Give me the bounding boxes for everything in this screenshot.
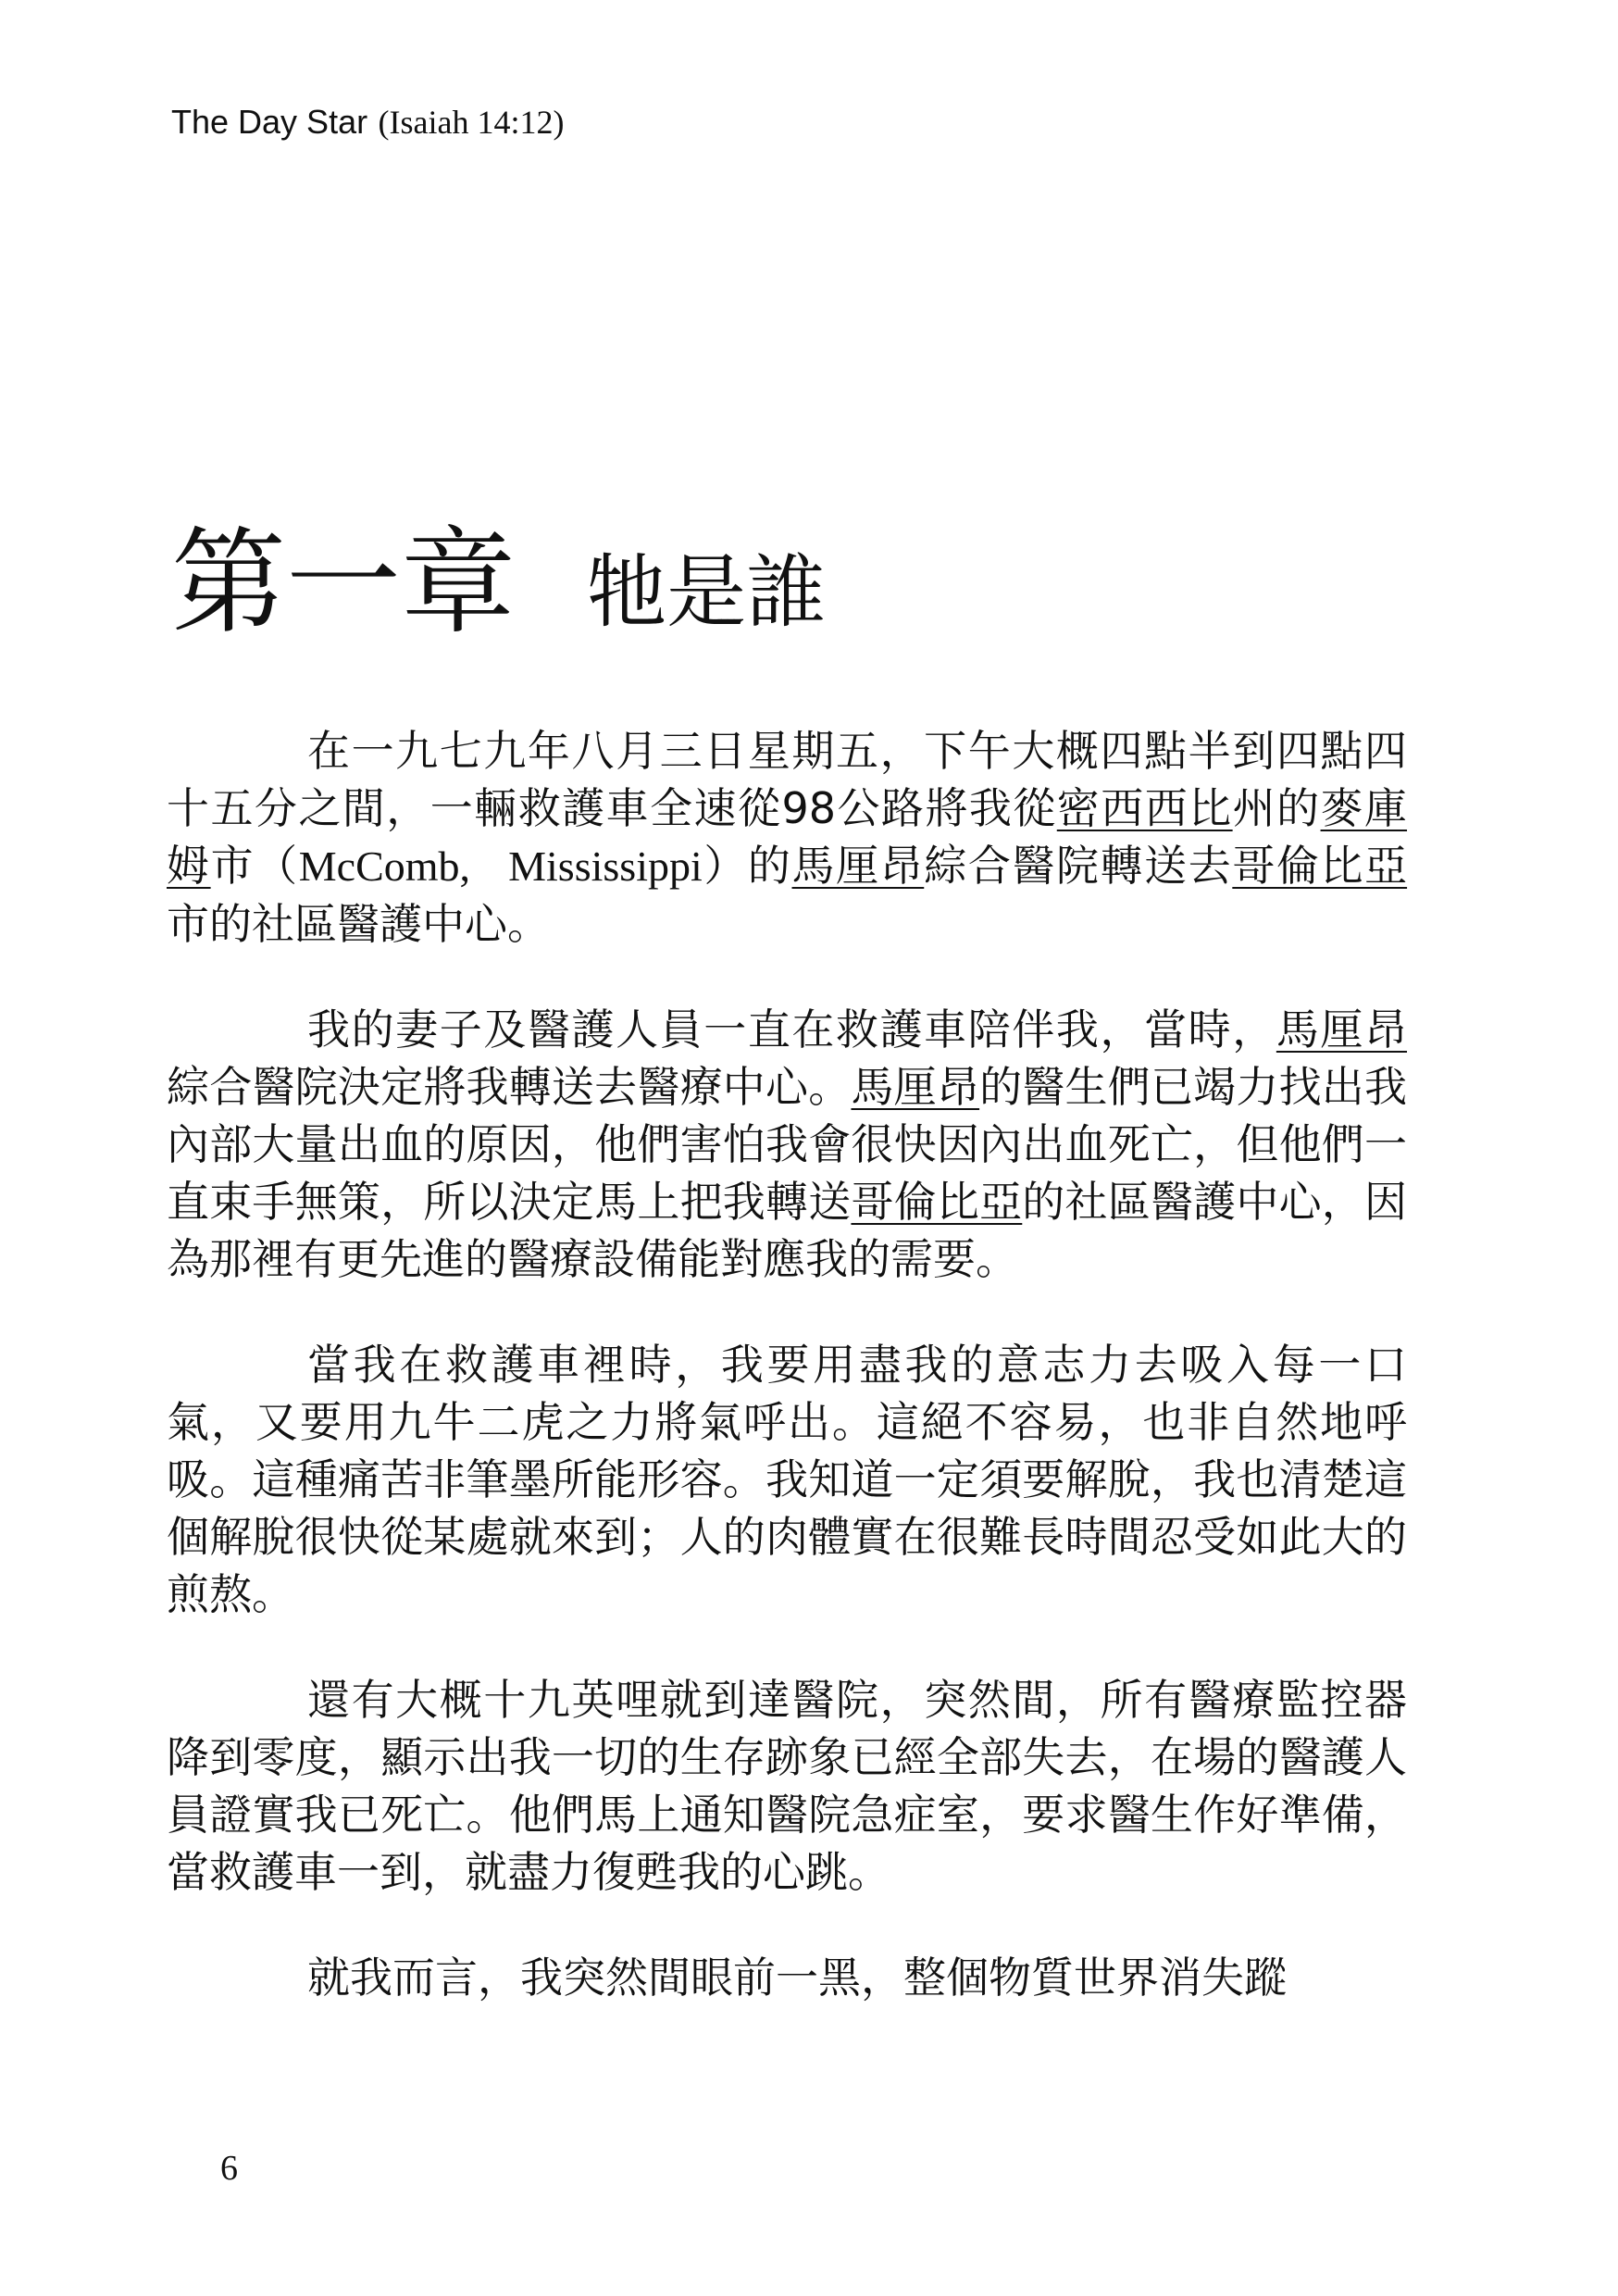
text-run: 綜合醫院決定將我轉送去醫療中心。 bbox=[167, 1062, 852, 1112]
body-text bbox=[167, 722, 1407, 2054]
text-run: ）的 bbox=[702, 841, 792, 891]
text-run: 在一九七九年八月三日星期五，下午大概四點半到四點四十五分之間，一輛救護車全速從98公路將我從 bbox=[167, 726, 1407, 833]
latin-place-name: McComb, Mississippi bbox=[298, 842, 703, 890]
chapter-heading bbox=[171, 518, 826, 648]
paragraph bbox=[167, 1949, 1407, 2006]
text-run: 就我而言，我突然間眼前一黑，整個物質世界消失蹤 bbox=[307, 1953, 1287, 2003]
text-run: 還有大概十九英哩就到達醫院，突然間，所有醫療監控器降到零度，顯示出我一切的生存跡象已經全部失去，在場的醫護人員證實我已死亡。他們馬上通知醫院急症室，要求醫生作好準備，當救護車一到，就盡力復甦我的心跳。 bbox=[167, 1675, 1407, 1897]
paragraph bbox=[167, 1336, 1407, 1623]
text-run: 綜合醫院轉送去 bbox=[924, 841, 1233, 891]
text-run: 的醫生們已竭力找出我內部大量出血的原因，他們害怕我會很快因內出血死亡，但他們一直束手無策，所以決定馬上把我轉送 bbox=[167, 1062, 1408, 1227]
running-head bbox=[171, 102, 564, 144]
text-run: 我的妻子及醫護人員一直在救護車陪伴我，當時， bbox=[307, 1004, 1276, 1054]
paragraph bbox=[167, 722, 1407, 953]
book-title: The Day Star bbox=[171, 103, 368, 141]
place-name: 馬厘昂 bbox=[851, 1062, 980, 1112]
text-run: 州的 bbox=[1232, 783, 1321, 833]
place-name: 哥倫比亞 bbox=[1232, 841, 1408, 891]
place-name: 馬厘昂 bbox=[791, 841, 925, 891]
paragraph bbox=[167, 1671, 1407, 1901]
chapter-number: 第一章 bbox=[171, 517, 517, 650]
scripture-reference: (Isaiah 14:12) bbox=[378, 104, 565, 141]
place-name: 密西西比 bbox=[1056, 783, 1233, 833]
text-run: 當我在救護車裡時，我要用盡我的意志力去吸入每一口氣，又要用九牛二虎之力將氣呼出。這絕不容易，也非自然地呼吸。這種痛苦非筆墨所能形容。我知道一定須要解脫，我也清楚這個解脫很快從某處就來到；人的肉體實在很難長時間忍受如此大的煎熬。 bbox=[167, 1340, 1407, 1619]
page-number: 6 bbox=[220, 2149, 238, 2188]
text-run: 的社區醫護中心，因為那裡有更先進的醫療設備能對應我的需要。 bbox=[167, 1177, 1408, 1284]
chapter-title: 牠是誰 bbox=[587, 546, 827, 639]
text-run: 市（ bbox=[210, 841, 299, 891]
place-name: 馬厘昂 bbox=[1276, 1004, 1408, 1054]
paragraph bbox=[167, 1001, 1407, 1288]
place-name: 麥庫姆 bbox=[167, 783, 1408, 891]
place-name: 哥倫比亞 bbox=[851, 1177, 1023, 1227]
text-run: 市的社區醫護中心。 bbox=[167, 899, 550, 949]
